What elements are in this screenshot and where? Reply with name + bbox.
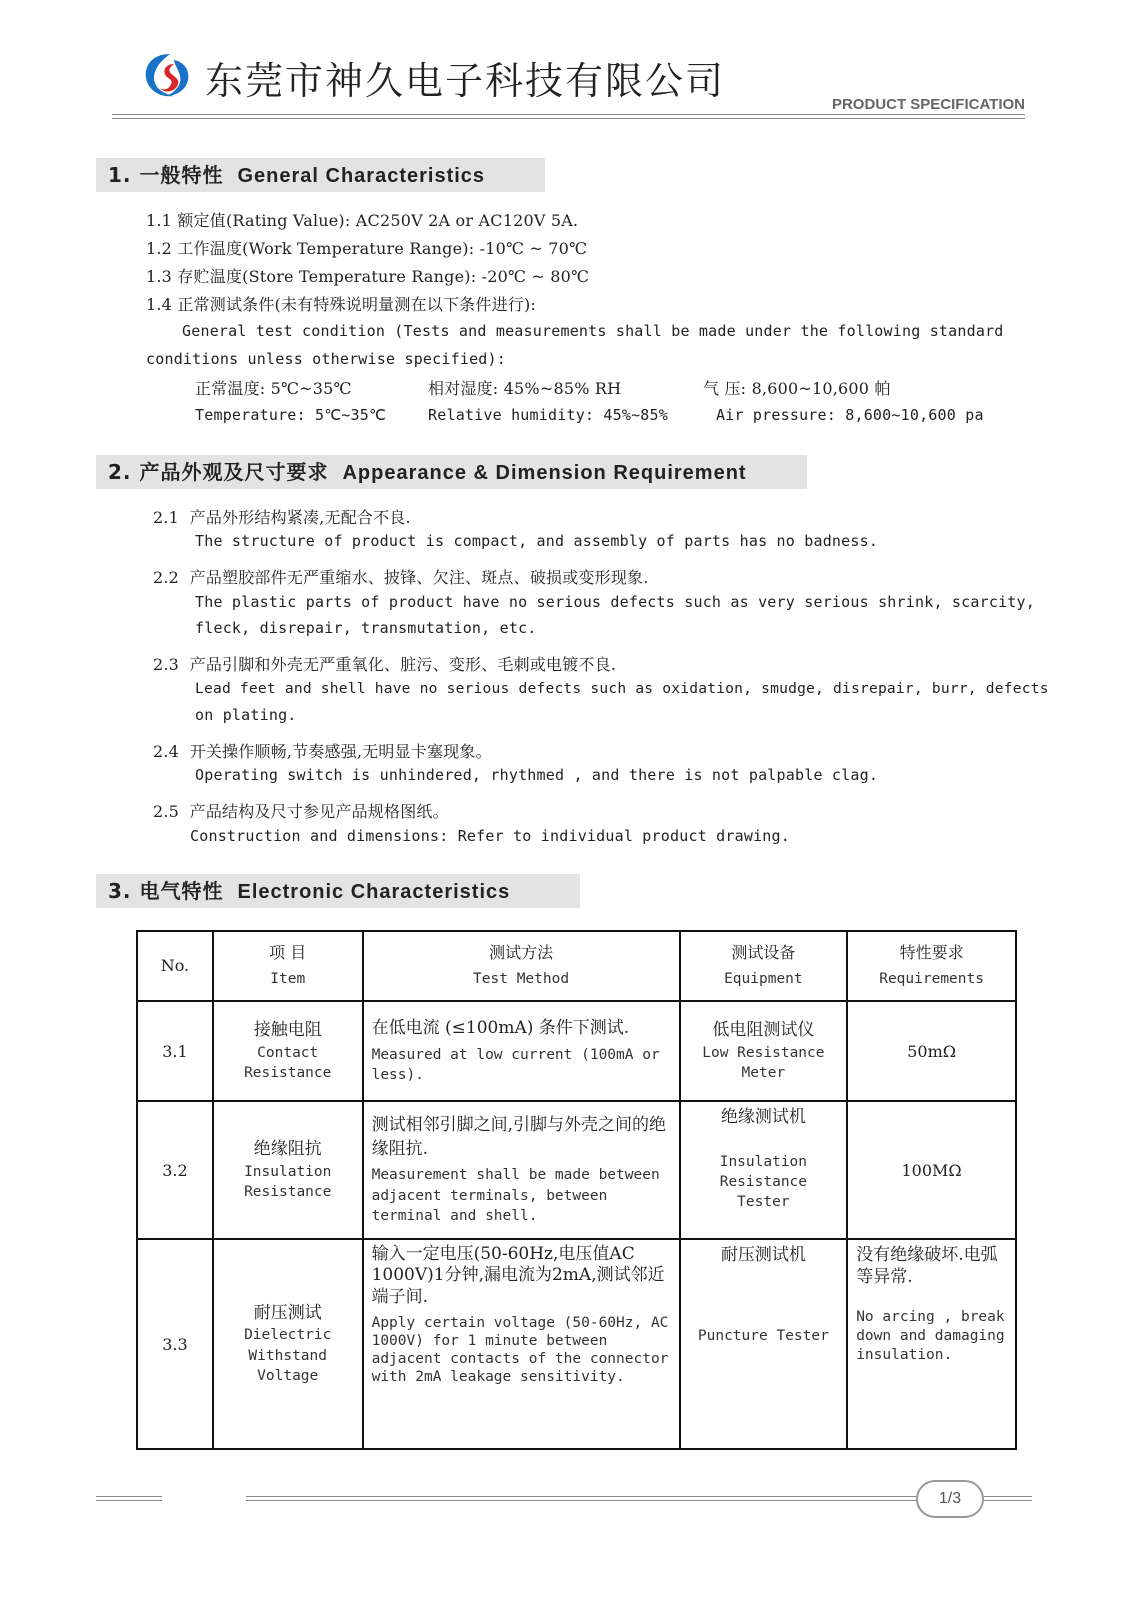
section1-title-zh: 1. 一般特性 (108, 163, 224, 187)
row-equipment: 耐压测试机 Puncture Tester (680, 1239, 848, 1449)
section1-header (96, 158, 545, 192)
row-requirements: 50mΩ (847, 1001, 1016, 1101)
col-header-requirements: 特性要求 Requirements (847, 931, 1016, 1001)
footer-rule-right-1 (982, 1496, 1032, 1497)
section2-title-en: Appearance & Dimension Requirement (342, 462, 747, 484)
cond-en-temperature: Temperature: 5℃~35℃ (195, 406, 387, 424)
item-2-2-zh: 2.2 产品塑胶部件无严重缩水、披锋、欠注、斑点、破损或变形现象. (153, 568, 649, 587)
row-method: 在低电流 (≤100mA) 条件下测试. Measured at low current (100mA or less). (363, 1001, 680, 1101)
item-1-2: 1.2 工作温度(Work Temperature Range): -10℃ ~ 70℃ (146, 239, 588, 258)
electrical-spec-table (136, 930, 1017, 1450)
header-rule-top (112, 114, 1025, 115)
item-1-3: 1.3 存贮温度(Store Temperature Range): -20℃ ~ 80℃ (146, 267, 590, 286)
row-no: 3.2 (137, 1101, 213, 1239)
row-equipment: 绝缘测试机 Insulation Resistance Tester (680, 1101, 848, 1239)
row-method: 输入一定电压(50-60Hz,电压值AC 1000V)1分钟,漏电流为2mA,测试邻近端子间. Apply certain voltage (50-60Hz, AC 1000V) for 1 minute between adjacent contacts of the connector with 2mA leakage sensitivity. (363, 1239, 680, 1449)
row-requirements: 没有绝缘破坏.电弧等异常. No arcing , break down and damaging insulation. (847, 1239, 1016, 1449)
row-equipment: 低电阻测试仪 Low Resistance Meter (680, 1001, 848, 1101)
row-method: 测试相邻引脚之间,引脚与外壳之间的绝缘阻抗. Measurement shall be made between adjacent terminals, between terminal and shell. (363, 1101, 680, 1239)
item-1-4: 1.4 正常测试条件(未有特殊说明量测在以下条件进行): (146, 295, 537, 314)
row-item: 耐压测试 Dielectric Withstand Voltage (213, 1239, 363, 1449)
table-row (137, 1101, 1016, 1239)
footer-rule-right-2 (982, 1500, 1032, 1501)
item-2-2-en-1: The plastic parts of product have no serious defects such as very serious shrink, scarcity, (195, 593, 1035, 611)
table-row (137, 1239, 1016, 1449)
item-2-4-en: Operating switch is unhindered, rhythmed , and there is not palpable clag. (195, 766, 879, 784)
row-requirements: 100MΩ (847, 1101, 1016, 1239)
row-no: 3.1 (137, 1001, 213, 1101)
condition-en-line2: conditions unless otherwise specified): (146, 350, 506, 368)
cond-zh-humidity: 相对湿度: 45%~85% RH (428, 379, 622, 398)
item-1-1: 1.1 额定值(Rating Value): AC250V 2A or AC120V 5A. (146, 211, 579, 230)
item-2-2-en-2: fleck, disrepair, transmutation, etc. (195, 619, 537, 637)
item-2-4-zh: 2.4 开关操作顺畅,节奏感强,无明显卡塞现象。 (153, 742, 492, 761)
section2-title-zh: 2. 产品外观及尺寸要求 (108, 460, 329, 484)
doc-type-label: PRODUCT SPECIFICATION (831, 96, 1025, 113)
section3-title-zh: 3. 电气特性 (108, 879, 224, 903)
cond-en-pressure: Air pressure: 8,600~10,600 pa (716, 406, 984, 424)
col-header-no: No. (137, 931, 213, 1001)
row-item: 绝缘阻抗 Insulation Resistance (213, 1101, 363, 1239)
section2-header (96, 455, 807, 489)
footer-rule-mid-1 (246, 1496, 918, 1497)
footer-rule-left-2 (96, 1500, 162, 1501)
footer-rule-mid-2 (246, 1500, 918, 1501)
company-name: 东莞市神久电子科技有限公司 (205, 59, 726, 103)
table-row (137, 1001, 1016, 1101)
item-2-1-en: The structure of product is compact, and assembly of parts has no badness. (195, 532, 879, 550)
cond-en-humidity: Relative humidity: 45%~85% (428, 406, 668, 424)
footer-rule-left-1 (96, 1496, 162, 1497)
condition-en-line1: General test condition (Tests and measurements shall be made under the following standard (182, 322, 1004, 340)
item-2-5-en: Construction and dimensions: Refer to individual product drawing. (190, 827, 790, 845)
cond-zh-temperature: 正常温度: 5℃~35℃ (195, 379, 352, 398)
sj-logo-icon (140, 50, 196, 102)
header-rule-bottom (112, 118, 1025, 119)
item-2-3-zh: 2.3 产品引脚和外壳无严重氧化、脏污、变形、毛刺或电镀不良. (153, 655, 617, 674)
row-no: 3.3 (137, 1239, 213, 1449)
cond-zh-pressure: 气 压: 8,600~10,600 帕 (703, 379, 891, 398)
item-2-3-en-1: Lead feet and shell have no serious defects such as oxidation, smudge, disrepair, burr, defects (195, 680, 1049, 697)
col-header-equipment: 测试设备 Equipment (680, 931, 848, 1001)
page-number: 1/3 (916, 1480, 984, 1518)
table-header-row (137, 931, 1016, 1001)
section3-header (96, 874, 580, 908)
section1-title-en: General Characteristics (237, 165, 486, 187)
item-2-3-en-2: on plating. (195, 706, 297, 724)
item-2-5-zh: 2.5 产品结构及尺寸参见产品规格图纸。 (153, 802, 449, 821)
row-item: 接触电阻 Contact Resistance (213, 1001, 363, 1101)
section3-title-en: Electronic Characteristics (237, 881, 511, 903)
item-2-1-zh: 2.1 产品外形结构紧凑,无配合不良. (153, 508, 411, 527)
col-header-method: 测试方法 Test Method (363, 931, 680, 1001)
col-header-item: 项 目 Item (213, 931, 363, 1001)
